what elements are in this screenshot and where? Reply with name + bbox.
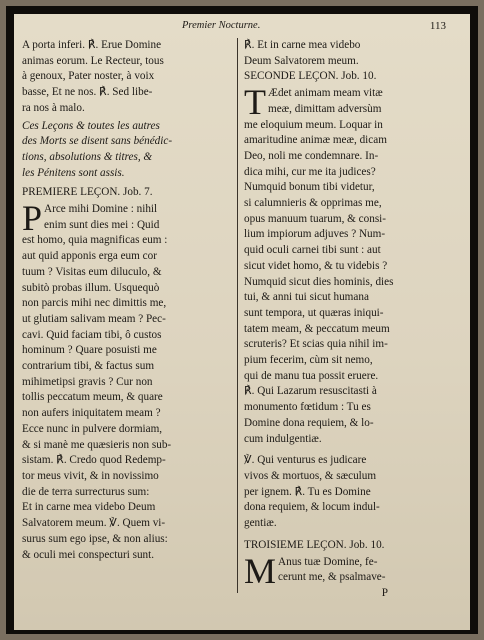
running-title: Premier Nocturne. xyxy=(182,20,261,31)
column-divider xyxy=(237,38,238,593)
lesson-1-drop-cap: P xyxy=(22,198,43,239)
left-column xyxy=(22,38,232,563)
lesson-3-drop-cap: M xyxy=(244,550,277,591)
lesson-2-text: Ædet animam meam vitæ meæ, dimittam adversùm me eloquium meum. Loquar in amaritudine animæ meæ, dicam Deo, noli me condemnare. In- dica mihi, cur me ita judices? Numquid bonum tibi videtur, si calumnieris & opprimas me, opus manuum tuarum, & consi- lium impiorum adjuves ? Num- quid oculi carnei tibi sunt : aut sicut videt homo, & tu videbis ? Numquid sicut dies hominis, dies tui, & anni tui sicut humana sunt tempora, ut quæras iniqui- tatem meam, & peccatum meum scruteris? Et scias quia nihil im- pium fecerim, cùm sit nemo, qui de manu tua possit eruere. ℟. Qui Lazarum resuscitasti à monumento fœtidum : Tu es Domine dona requiem, & lo- cum indulgentiæ. xyxy=(244,87,394,445)
versicle: ℣. Qui venturus es judicare vivos & mortuos, & sæculum per ignem. ℟. Tu es Domine dona requiem, & locum indul- gentiæ. xyxy=(244,454,380,530)
lesson-3 xyxy=(244,550,458,591)
opening-text: A porta inferi. ℟. Erue Domine animas eorum. Le Recteur, tous à genoux, Pater noster, à voix basse, Et ne nos. ℟. Sed libe- ra nos à malo. xyxy=(22,39,164,114)
rubric: Ces Leçons & toutes les autres des Morts se disent sans bénédic- tions, absolutions & titres, & les Pénitens sont assis. xyxy=(22,119,173,179)
lesson-2-heading: SECONDE LEÇON. Job. 10. xyxy=(244,70,377,83)
catchword: P xyxy=(381,586,388,599)
lesson-1 xyxy=(22,198,232,563)
lesson-3-text: Anus tuæ Domine, fe- cerunt me, & psalmave- xyxy=(278,555,386,584)
right-column xyxy=(244,38,458,602)
running-header xyxy=(164,20,446,36)
lesson-2-drop-cap: T xyxy=(244,82,266,123)
lesson-3-heading: TROISIEME LEÇON. Job. 10. xyxy=(244,538,385,551)
lesson-1-heading: PREMIERE LEÇON. Job. 7. xyxy=(22,186,153,199)
responsory-continuation: ℟. Et in carne mea videbo Deum Salvatorem meum. xyxy=(244,39,361,67)
page-number: 113 xyxy=(429,20,446,32)
book-page xyxy=(14,14,470,630)
lesson-1-text: Arce mihi Domine : nihil enim sunt dies mei : Quid est homo, quia magnificas eum : aut quid apponis erga eum cor tuum ? Visitas eum diluculo, & subitò probas illum. Usquequò non parcis mihi nec dimittis me, ut glutiam salivam meam ? Pec- cavi. Quid faciam tibi, ô custos hominum ? Quare posuisti me contrarium tibi, & factus sum mihimetipsi gravis ? Cur non tollis peccatum meum, & quare non aufers iniquitatem meam ? Ecce nunc in pulvere dormiam, & si manè me quæsieris non sub- sistam. ℟. Credo quod Redemp- tor meus vivit, & in novissimo die de terra surrecturus sum: Et in carne mea videbo Deum Salvatorem meum. ℣. Quem vi- surus sum ego ipse, & non alius: & oculi mei conspecturi sunt. xyxy=(22,203,172,561)
lesson-2 xyxy=(244,82,458,447)
